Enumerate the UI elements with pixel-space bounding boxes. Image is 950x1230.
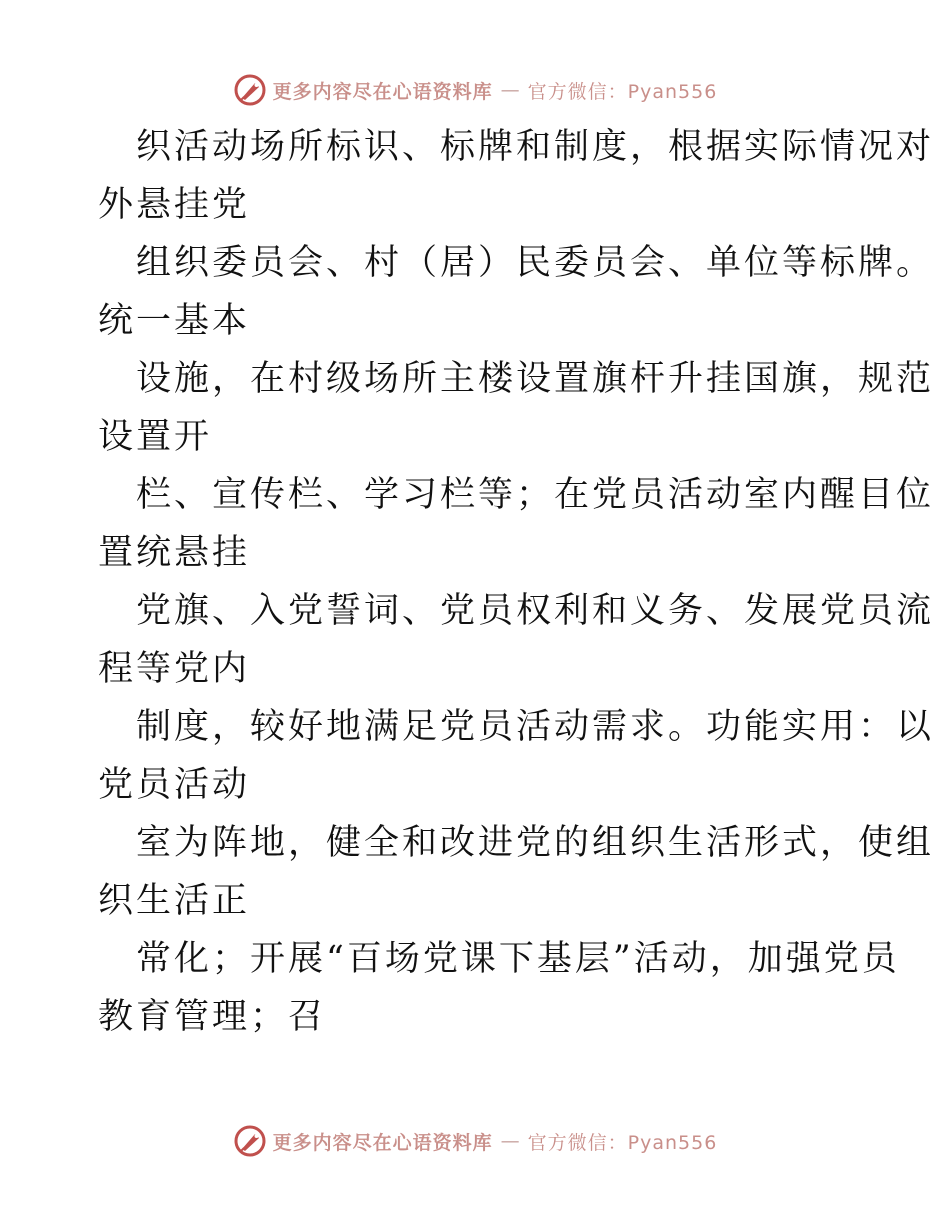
paragraph-line: 织活动场所标识、标牌和制度，根据实际情况对 (136, 127, 935, 167)
paragraph-line: 程等党内 (98, 649, 251, 689)
paragraph (98, 350, 935, 466)
footer-watermark (0, 1121, 950, 1161)
watermark-site-text: 更多内容尽在心语资料库 (272, 80, 493, 103)
paragraph (98, 582, 935, 698)
paragraph-line: 统一基本 (98, 301, 251, 341)
paragraph-line: 设置开 (98, 417, 213, 457)
paragraph-line: 制度，较好地满足党员活动需求。功能实用：以 (136, 707, 935, 747)
paragraph (98, 118, 935, 234)
paragraph-line: 教育管理；召 (98, 997, 327, 1037)
header-watermark (0, 70, 950, 110)
paragraph-line: 设施，在村级场所主楼设置旗杆升挂国旗，规范 (136, 359, 935, 399)
paragraph-line: 党旗、入党誓词、党员权利和义务、发展党员流 (136, 591, 935, 631)
paragraph-line: 室为阵地，健全和改进党的组织生活形式，使组 (136, 823, 935, 863)
watermark-contact-text: 官方微信：Pyan556 (527, 1131, 718, 1154)
paragraph-line: 织生活正 (98, 881, 251, 921)
watermark-dash: — (500, 1130, 520, 1152)
watermark-site-text: 更多内容尽在心语资料库 (272, 1131, 493, 1154)
paragraph (98, 698, 935, 814)
paragraph-line: 置统悬挂 (98, 533, 251, 573)
paragraph-line: 党员活动 (98, 765, 251, 805)
document-body (98, 118, 935, 1046)
paragraph-line: 常化；开展“百场党课下基层”活动，加强党员 (136, 939, 900, 979)
pen-nib-logo-icon (233, 1124, 267, 1158)
paragraph-line: 栏、宣传栏、学习栏等；在党员活动室内醒目位 (136, 475, 935, 515)
pen-nib-logo-icon (233, 73, 267, 107)
watermark-group (233, 73, 718, 107)
paragraph (98, 234, 935, 350)
paragraph (98, 466, 935, 582)
paragraph (98, 930, 900, 1046)
watermark-group (233, 1124, 718, 1158)
paragraph-line: 组织委员会、村（居）民委员会、单位等标牌。 (136, 243, 935, 283)
watermark-contact-text: 官方微信：Pyan556 (527, 80, 718, 103)
paragraph-line: 外悬挂党 (98, 185, 251, 225)
paragraph (98, 814, 935, 930)
watermark-dash: — (500, 79, 520, 101)
